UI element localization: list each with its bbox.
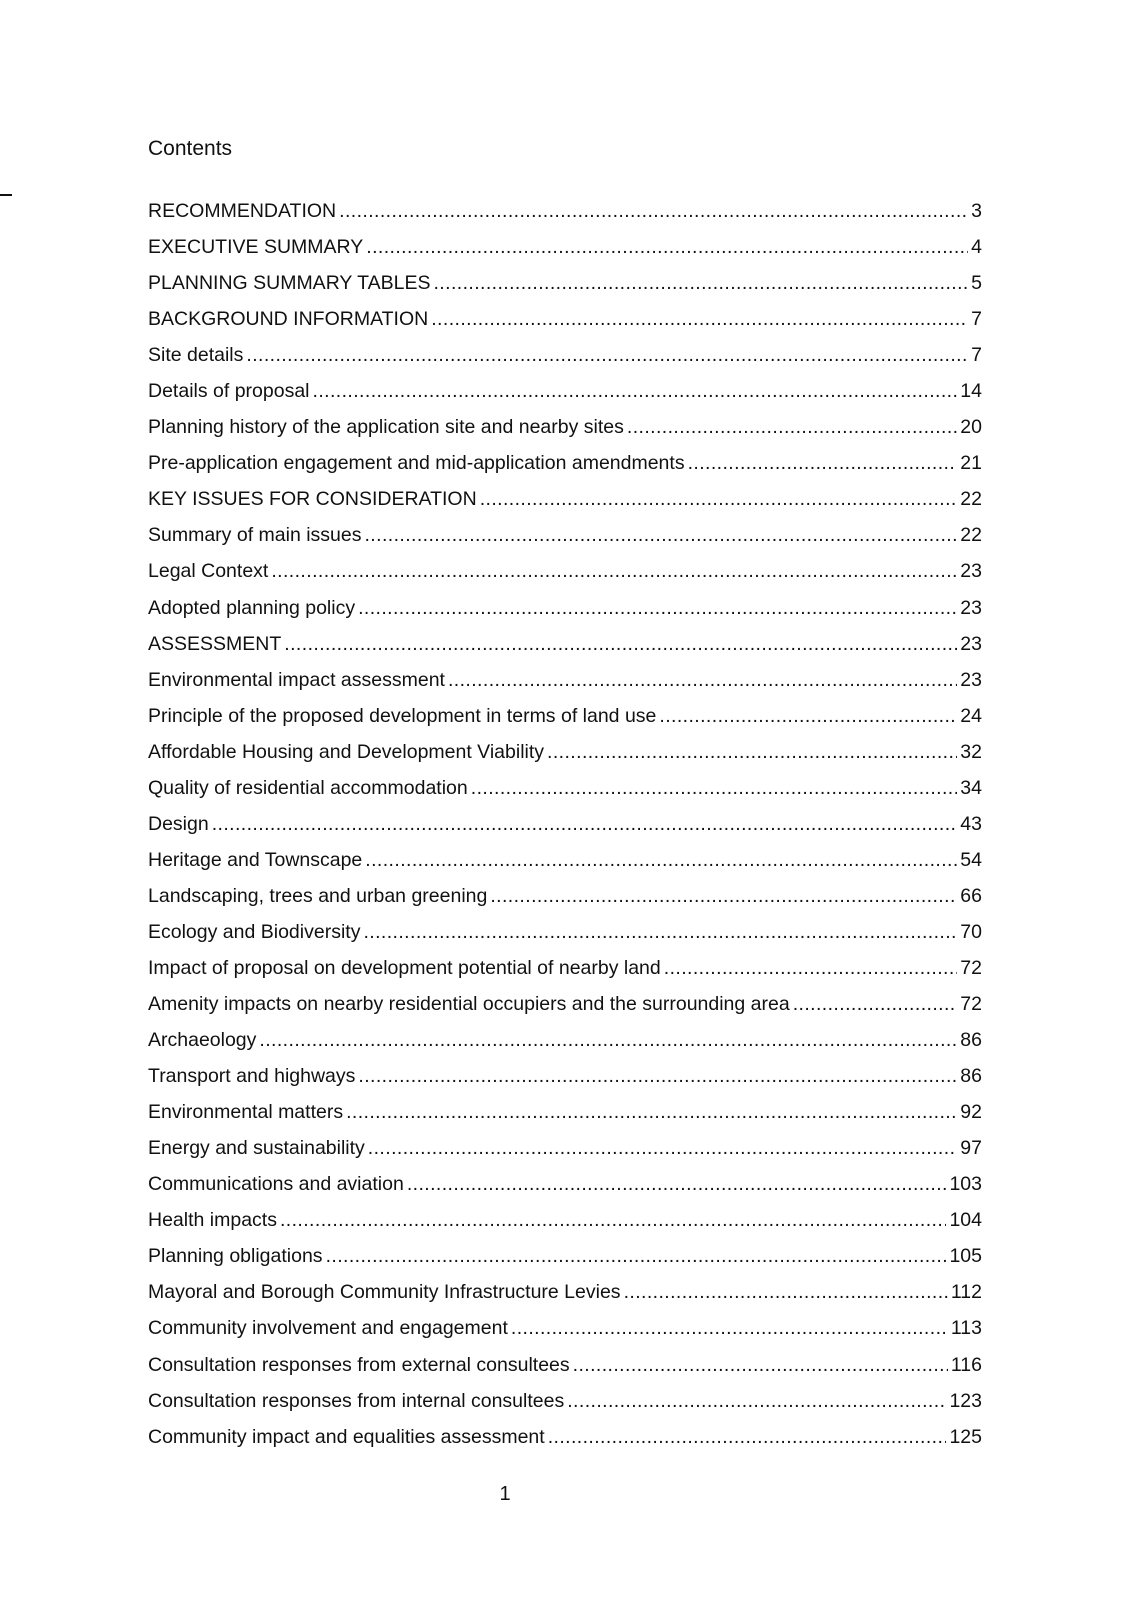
toc-entry-label: Mayoral and Borough Community Infrastructure Levies xyxy=(148,1281,621,1304)
toc-entry-label: Heritage and Townscape xyxy=(148,848,363,871)
dot-leader xyxy=(688,452,958,474)
toc-entry-label: Planning history of the application site and nearby sites xyxy=(148,416,624,439)
toc-entry-label: RECOMMENDATION xyxy=(148,200,337,222)
toc-entry-label: PLANNING SUMMARY TABLES xyxy=(148,272,431,295)
dot-leader xyxy=(326,1245,947,1267)
toc-entry[interactable] xyxy=(148,1173,982,1209)
toc-entry-label: Consultation responses from internal consultees xyxy=(148,1389,565,1412)
toc-entry-label: Site details xyxy=(148,344,244,367)
toc-entry-page: 125 xyxy=(949,1425,982,1448)
dot-leader xyxy=(358,1065,957,1087)
toc-entry[interactable] xyxy=(148,272,982,308)
toc-entry-label: ASSESSMENT xyxy=(148,632,282,655)
dot-leader xyxy=(627,416,957,438)
toc-entry-label: Consultation responses from external consultees xyxy=(148,1353,570,1376)
margin-mark xyxy=(0,194,12,196)
toc-entry[interactable] xyxy=(148,1426,982,1462)
dot-leader xyxy=(280,1209,946,1231)
dot-leader xyxy=(366,236,968,258)
toc-entry-page: 72 xyxy=(960,956,982,979)
dot-leader xyxy=(567,1390,946,1412)
toc-entry-label: Communications and aviation xyxy=(148,1173,404,1196)
dot-leader xyxy=(547,741,957,763)
toc-entry-page: 22 xyxy=(960,524,982,547)
toc-entry-label: Amenity impacts on nearby residential occupiers and the surrounding area xyxy=(148,993,790,1016)
page-number: 1 xyxy=(499,1483,511,1505)
toc-entry[interactable] xyxy=(148,380,982,416)
toc-entry-page: 7 xyxy=(971,344,982,367)
toc-entry-page: 4 xyxy=(971,236,982,259)
toc-entry-page: 72 xyxy=(960,993,982,1016)
dot-leader xyxy=(259,1029,957,1051)
dot-leader xyxy=(624,1281,948,1303)
toc-entry-page: 116 xyxy=(950,1353,982,1376)
toc-entry-label: Quality of residential accommodation xyxy=(148,776,468,799)
toc-entry-label: Ecology and Biodiversity xyxy=(148,920,361,943)
toc-entry[interactable] xyxy=(148,849,982,885)
toc-entry[interactable] xyxy=(148,344,982,380)
toc-entry[interactable] xyxy=(148,1317,982,1353)
toc-entry-page: 92 xyxy=(960,1101,982,1124)
dot-leader xyxy=(358,597,957,619)
toc-entry-page: 97 xyxy=(960,1137,982,1160)
toc-entry[interactable] xyxy=(148,1390,982,1426)
dot-leader xyxy=(407,1173,947,1195)
toc-entry[interactable] xyxy=(148,741,982,777)
toc-entry-page: 20 xyxy=(960,416,982,439)
toc-entry-page: 5 xyxy=(971,272,982,295)
dot-leader xyxy=(346,1101,957,1123)
dot-leader xyxy=(431,308,968,330)
toc-entry-label: Impact of proposal on development potential of nearby land xyxy=(148,956,661,979)
toc-entry-label: KEY ISSUES FOR CONSIDERATION xyxy=(148,488,477,511)
toc-entry-page: 123 xyxy=(949,1389,982,1412)
toc-entry-label: Transport and highways xyxy=(148,1065,356,1088)
dot-leader xyxy=(284,633,957,655)
dot-leader xyxy=(793,993,958,1015)
toc-entry[interactable] xyxy=(148,1281,982,1317)
dot-leader xyxy=(313,380,958,402)
toc-entry-page: 104 xyxy=(949,1209,982,1232)
toc-entry-page: 103 xyxy=(949,1173,982,1196)
toc-entry-label: Community impact and equalities assessment xyxy=(148,1425,545,1448)
toc-entry[interactable] xyxy=(148,813,982,849)
toc-entry-label: Energy and sustainability xyxy=(148,1137,365,1160)
toc-entry[interactable] xyxy=(148,416,982,452)
toc-entry-page: 24 xyxy=(960,704,982,727)
toc-entry-page: 23 xyxy=(960,560,982,583)
toc-entry-label: Design xyxy=(148,812,209,835)
toc-entry-label: Summary of main issues xyxy=(148,524,362,547)
dot-leader xyxy=(363,921,957,943)
dot-leader xyxy=(573,1354,948,1376)
toc-entry[interactable] xyxy=(148,633,982,669)
toc-entry-page: 112 xyxy=(950,1281,982,1304)
toc-entry[interactable] xyxy=(148,1354,982,1390)
toc-entry[interactable] xyxy=(148,488,982,524)
toc-entry-label: BACKGROUND INFORMATION xyxy=(148,308,429,331)
toc-entry-page: 105 xyxy=(949,1245,982,1268)
toc-entry-page: 70 xyxy=(960,920,982,943)
dot-leader xyxy=(365,849,957,871)
toc-entry[interactable] xyxy=(148,669,982,705)
toc-entry[interactable] xyxy=(148,560,982,596)
dot-leader xyxy=(246,344,968,366)
toc-entry-page: 3 xyxy=(971,200,982,222)
toc-entry-label: Planning obligations xyxy=(148,1245,323,1268)
toc-entry-page: 23 xyxy=(960,668,982,691)
toc-entry[interactable] xyxy=(148,993,982,1029)
dot-leader xyxy=(368,1137,958,1159)
toc-entry[interactable] xyxy=(148,200,982,236)
toc-entry-page: 23 xyxy=(960,596,982,619)
toc-entry-label: Community involvement and engagement xyxy=(148,1317,508,1340)
dot-leader xyxy=(339,200,968,222)
toc-entry-label: Environmental matters xyxy=(148,1101,344,1124)
toc-entry-page: 54 xyxy=(960,848,982,871)
dot-leader xyxy=(433,272,968,294)
toc-entry-page: 86 xyxy=(960,1029,982,1052)
toc-title: Contents xyxy=(148,137,233,160)
dot-leader xyxy=(480,488,958,510)
toc-list xyxy=(148,200,982,1462)
dot-leader xyxy=(664,957,958,979)
toc-entry-label: Archaeology xyxy=(148,1029,257,1052)
toc-entry-label: EXECUTIVE SUMMARY xyxy=(148,236,364,259)
toc-entry-page: 21 xyxy=(960,452,982,475)
toc-entry-page: 34 xyxy=(960,776,982,799)
toc-entry-label: Pre-application engagement and mid-application amendments xyxy=(148,452,685,475)
toc-entry-page: 14 xyxy=(960,380,982,403)
dot-leader xyxy=(471,777,958,799)
toc-entry[interactable] xyxy=(148,777,982,813)
toc-entry-label: Affordable Housing and Development Viability xyxy=(148,740,545,763)
toc-entry[interactable] xyxy=(148,1137,982,1173)
toc-entry-page: 7 xyxy=(971,308,982,331)
toc-entry[interactable] xyxy=(148,452,982,488)
toc-entry[interactable] xyxy=(148,236,982,272)
toc-entry[interactable] xyxy=(148,1209,982,1245)
dot-leader xyxy=(511,1317,948,1339)
toc-entry[interactable] xyxy=(148,957,982,993)
toc-entry-label: Details of proposal xyxy=(148,380,310,403)
toc-entry[interactable] xyxy=(148,597,982,633)
toc-entry-page: 66 xyxy=(960,884,982,907)
toc-entry-label: Landscaping, trees and urban greening xyxy=(148,884,488,907)
toc-entry-label: Environmental impact assessment xyxy=(148,668,445,691)
toc-entry[interactable] xyxy=(148,308,982,344)
dot-leader xyxy=(448,669,957,691)
toc-entry-page: 113 xyxy=(950,1317,982,1340)
dot-leader xyxy=(659,705,957,727)
toc-entry[interactable] xyxy=(148,885,982,921)
toc-entry-label: Principle of the proposed development in terms of land use xyxy=(148,704,657,727)
toc-entry[interactable] xyxy=(148,524,982,560)
toc-entry-page: 43 xyxy=(960,812,982,835)
dot-leader xyxy=(271,560,957,582)
toc-entry-page: 86 xyxy=(960,1065,982,1088)
toc-entry-label: Legal Context xyxy=(148,560,269,583)
toc-entry[interactable] xyxy=(148,1101,982,1137)
toc-entry-page: 22 xyxy=(960,488,982,511)
toc-entry-page: 32 xyxy=(960,740,982,763)
toc-entry[interactable] xyxy=(148,921,982,957)
dot-leader xyxy=(364,524,957,546)
toc-entry-label: Health impacts xyxy=(148,1209,277,1232)
dot-leader xyxy=(490,885,957,907)
dot-leader xyxy=(212,813,958,835)
toc-entry-page: 23 xyxy=(960,632,982,655)
dot-leader xyxy=(548,1426,947,1448)
toc-entry[interactable] xyxy=(148,705,982,741)
toc-entry[interactable] xyxy=(148,1029,982,1065)
toc-entry-label: Adopted planning policy xyxy=(148,596,356,619)
toc-entry[interactable] xyxy=(148,1245,982,1281)
toc-entry[interactable] xyxy=(148,1065,982,1101)
